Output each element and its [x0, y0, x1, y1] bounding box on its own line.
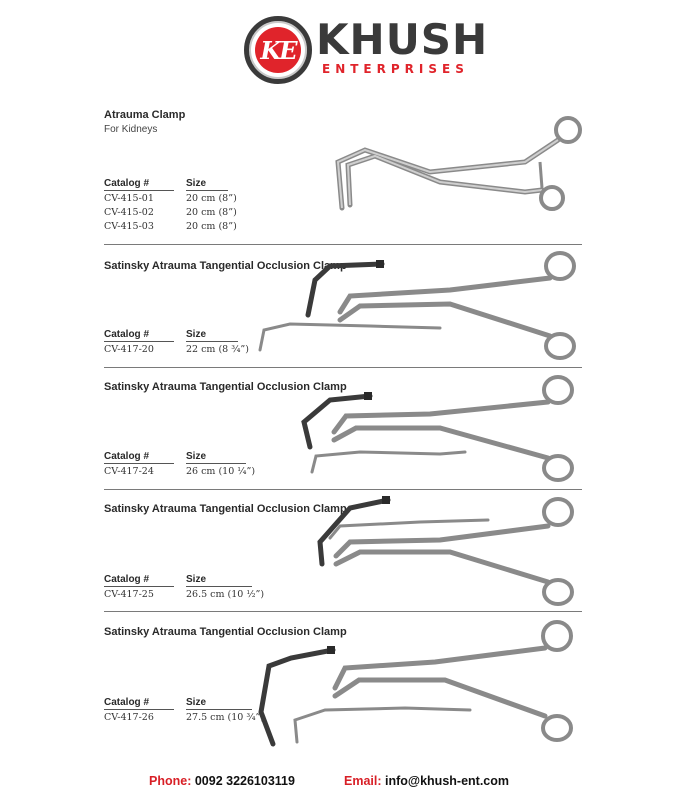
email-label: Email:: [344, 774, 382, 788]
section-divider: [104, 244, 582, 245]
catalog-header: Catalog #: [104, 451, 150, 462]
header-rule: [186, 190, 228, 191]
catalog-number: CV-415-02: [104, 207, 154, 218]
email-contact: [344, 774, 509, 788]
catalog-header: Catalog #: [104, 697, 150, 708]
email-address[interactable]: info@khush-ent.com: [385, 774, 509, 788]
header-rule: [104, 341, 174, 342]
header-rule: [104, 709, 174, 710]
product-title: Satinsky Atrauma Tangential Occlusion Clamp: [104, 381, 347, 393]
product-title: Atrauma Clamp: [104, 109, 186, 121]
size-value: 20 cm (8”): [186, 221, 237, 232]
footer-contact: [0, 774, 689, 794]
brand-tagline: ENTERPRISES: [322, 62, 469, 76]
brand-name: KHUSH: [316, 15, 489, 64]
catalog-header: Catalog #: [104, 329, 150, 340]
phone-label: Phone:: [149, 774, 192, 788]
catalog-number: CV-415-01: [104, 193, 154, 204]
phone-number[interactable]: 0092 3226103119: [194, 774, 295, 788]
header-rule: [186, 463, 246, 464]
catalog-number: CV-417-25: [104, 589, 154, 600]
section-divider: [104, 611, 582, 612]
size-value: 22 cm (8 ¾”): [186, 344, 249, 355]
product-title: Satinsky Atrauma Tangential Occlusion Clamp: [104, 626, 347, 638]
size-header: Size: [186, 451, 207, 462]
logo: [244, 16, 312, 84]
header-rule: [104, 463, 174, 464]
catalog-header: Catalog #: [104, 574, 150, 585]
clamp-image: [320, 110, 590, 220]
header-rule: [186, 341, 238, 342]
product-title: Satinsky Atrauma Tangential Occlusion Clamp: [104, 503, 347, 515]
size-header: Size: [186, 697, 207, 708]
product-title: Satinsky Atrauma Tangential Occlusion Clamp: [104, 260, 347, 272]
catalog-number: CV-417-20: [104, 344, 154, 355]
product-subtitle: For Kidneys: [104, 124, 158, 135]
size-header: Size: [186, 574, 207, 585]
size-value: 27.5 cm (10 ¾”): [186, 712, 265, 723]
section-divider: [104, 489, 582, 490]
section-divider: [104, 367, 582, 368]
header-rule: [104, 190, 174, 191]
size-header: Size: [186, 329, 207, 340]
size-value: 26.5 cm (10 ½”): [186, 589, 265, 600]
size-value: 20 cm (8”): [186, 193, 237, 204]
clamp-image: [250, 250, 585, 362]
header-rule: [104, 586, 174, 587]
catalog-header: Catalog #: [104, 178, 150, 189]
logo-mark: [255, 27, 301, 73]
clamp-image: [255, 616, 585, 750]
catalog-number: CV-415-03: [104, 221, 154, 232]
logo-monogram: KE: [260, 35, 296, 65]
size-value: 26 cm (10 ¼”): [186, 466, 256, 477]
phone-contact: [149, 774, 295, 788]
size-header: Size: [186, 178, 207, 189]
size-value: 20 cm (8”): [186, 207, 237, 218]
header-rule: [186, 586, 252, 587]
clamp-image: [300, 494, 585, 608]
catalog-number: CV-417-26: [104, 712, 154, 723]
header-rule: [186, 709, 252, 710]
catalog-number: CV-417-24: [104, 466, 154, 477]
clamp-image: [290, 372, 585, 484]
header: [0, 0, 689, 90]
